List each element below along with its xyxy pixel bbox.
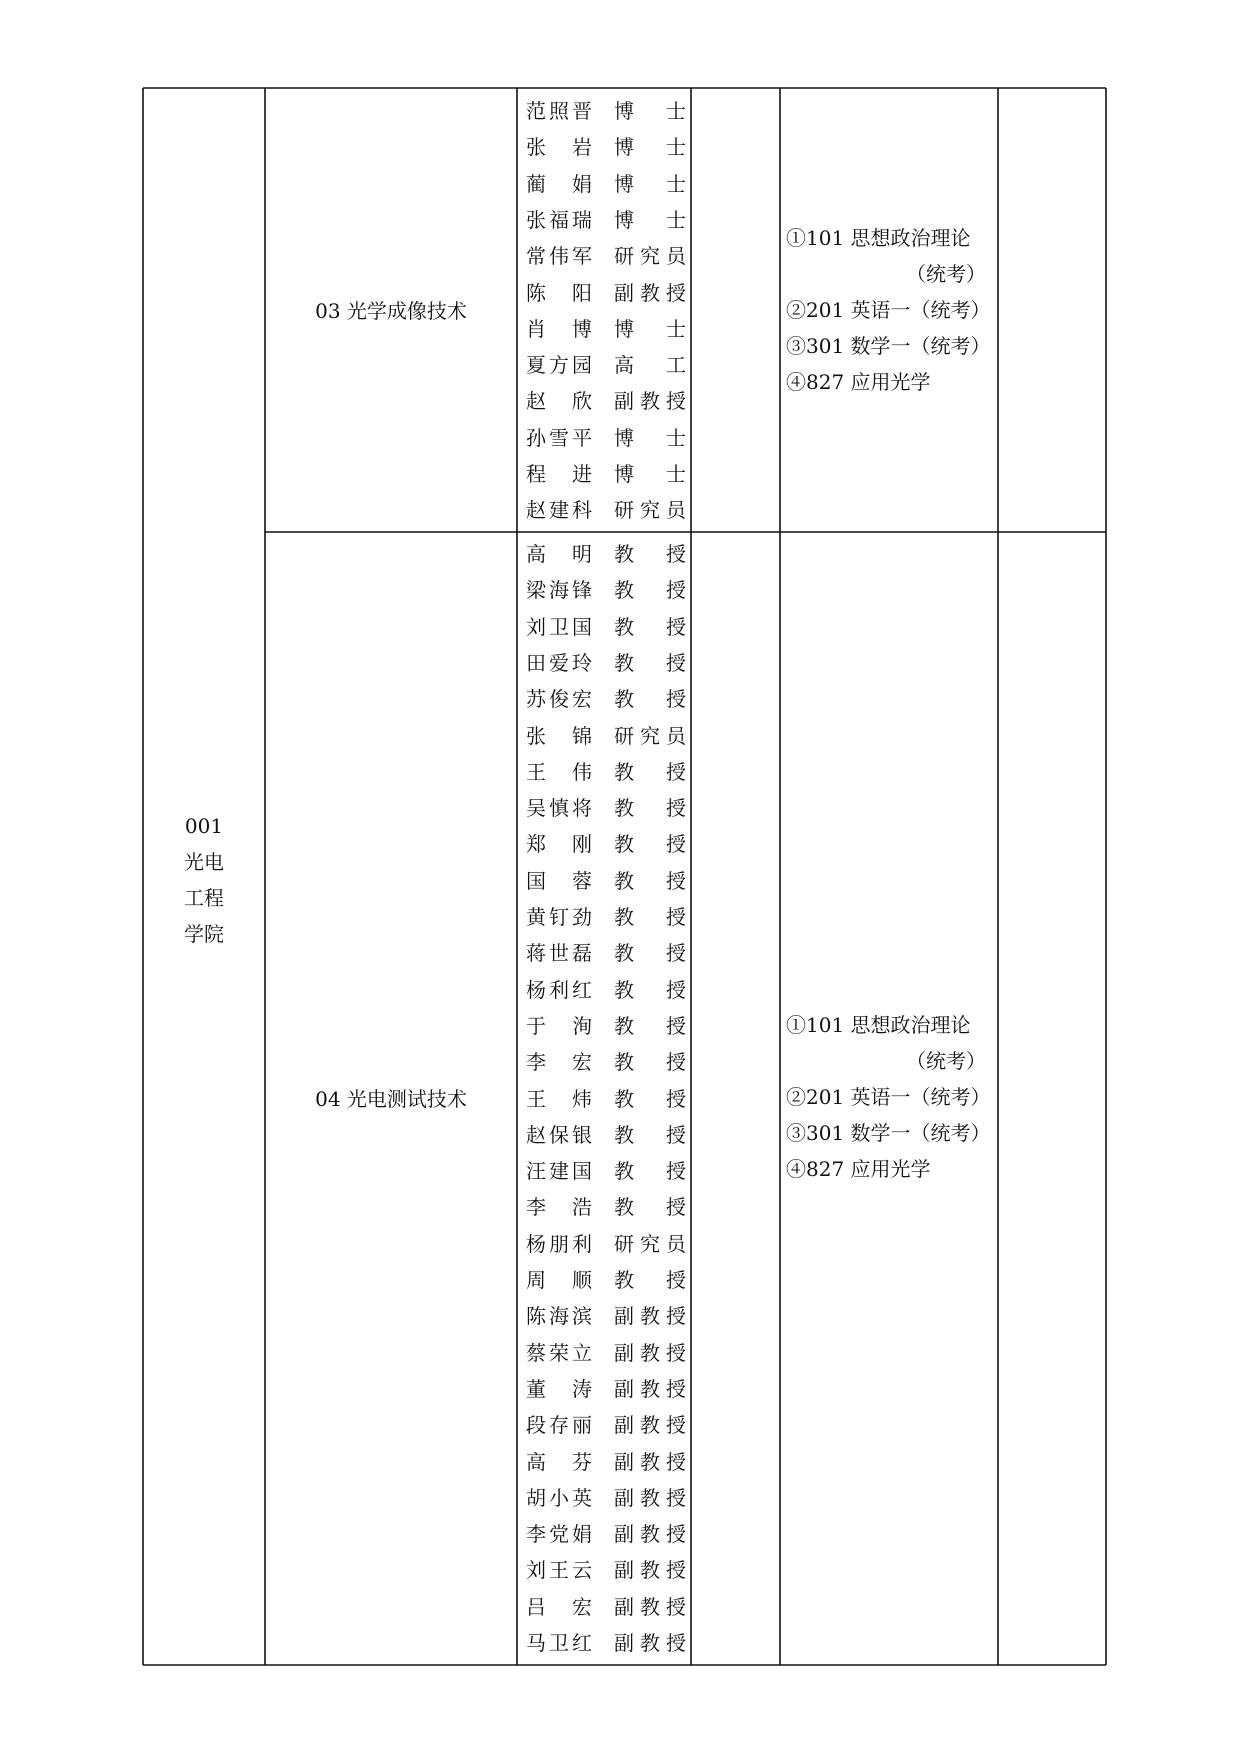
tutor-name: 黄钉劲 xyxy=(526,905,592,929)
tutor-name: 张福瑞 xyxy=(526,207,592,232)
tutor-title: 博士 xyxy=(614,207,686,232)
tutor-row xyxy=(526,129,686,165)
tutor-name: 李党娟 xyxy=(526,1522,592,1547)
tutor-row xyxy=(526,1371,686,1407)
tutor-row xyxy=(526,456,686,492)
tutor-title: 副教授 xyxy=(614,1631,686,1655)
tutor-name: 高芬 xyxy=(526,1449,592,1474)
tutor-title: 副教授 xyxy=(614,1485,686,1510)
tutor-name: 段存丽 xyxy=(526,1413,592,1438)
tutor-title: 副教授 xyxy=(614,1522,686,1547)
tutor-title: 高工 xyxy=(614,353,686,378)
tutor-name: 吕宏 xyxy=(526,1594,592,1619)
tutor-name: 蔡荣立 xyxy=(526,1340,592,1365)
college-code: 001 xyxy=(184,814,224,838)
major-name-photoelectric-testing: 04 光电测试技术 xyxy=(315,1087,467,1111)
exam-line: ③301 数学一（统考） xyxy=(786,1121,991,1145)
tutor-row xyxy=(526,645,686,681)
tutor-name: 程进 xyxy=(526,462,592,486)
tutor-title: 副教授 xyxy=(614,280,686,305)
tutor-row xyxy=(526,826,686,862)
tutor-row xyxy=(526,935,686,971)
tutor-title: 教授 xyxy=(614,1159,686,1184)
tutor-row xyxy=(526,166,686,202)
tutor-title: 教授 xyxy=(614,650,686,675)
tutor-title: 研究员 xyxy=(614,723,686,748)
tutor-name: 王伟 xyxy=(526,759,592,784)
tutor-row xyxy=(526,718,686,754)
tutor-name: 孙雪平 xyxy=(526,425,592,450)
tutor-title: 研究员 xyxy=(614,498,686,523)
tutor-title: 教授 xyxy=(614,1086,686,1111)
tutor-name: 王炜 xyxy=(526,1086,592,1111)
tutor-title: 博士 xyxy=(614,99,686,123)
college-cell xyxy=(143,808,265,952)
tutor-title: 副教授 xyxy=(614,1558,686,1583)
tutor-name: 于洵 xyxy=(526,1013,592,1038)
tutor-row xyxy=(526,1516,686,1552)
tutor-name: 李浩 xyxy=(526,1195,592,1220)
exam-line: （统考） xyxy=(906,262,986,286)
tutor-row xyxy=(526,1298,686,1334)
exam-line: （统考） xyxy=(906,1049,986,1073)
tutor-name: 蒋世磊 xyxy=(526,941,592,966)
tutor-name: 常伟军 xyxy=(526,244,592,269)
tutor-name: 高明 xyxy=(526,542,592,566)
tutor-row xyxy=(526,536,686,572)
tutor-name: 马卫红 xyxy=(526,1631,592,1655)
tutor-name: 周顺 xyxy=(526,1268,592,1292)
tutor-list xyxy=(526,93,686,529)
tutor-title: 教授 xyxy=(614,796,686,821)
tutor-row xyxy=(526,1153,686,1189)
tutor-row xyxy=(526,420,686,456)
tutor-row xyxy=(526,1044,686,1080)
exam-line: ④827 应用光学 xyxy=(786,1157,931,1181)
tutor-title: 教授 xyxy=(614,977,686,1002)
tutor-title: 副教授 xyxy=(614,1413,686,1438)
tutor-title: 博士 xyxy=(614,462,686,486)
tutor-title: 教授 xyxy=(614,542,686,566)
tutor-name: 张锦 xyxy=(526,723,592,748)
tutor-row xyxy=(526,1226,686,1262)
tutor-name: 肖博 xyxy=(526,316,592,341)
tutor-name: 胡小英 xyxy=(526,1485,592,1510)
tutor-name: 国蓉 xyxy=(526,868,592,893)
tutor-row xyxy=(526,681,686,717)
tutor-row xyxy=(526,1480,686,1516)
tutor-name: 刘王云 xyxy=(526,1558,592,1583)
tutor-title: 副教授 xyxy=(614,1449,686,1474)
tutor-name: 陈海滨 xyxy=(526,1304,592,1329)
exam-line: ①101 思想政治理论 xyxy=(786,1013,971,1037)
tutor-row xyxy=(526,1081,686,1117)
tutor-name: 赵欣 xyxy=(526,389,592,414)
tutor-title: 教授 xyxy=(614,832,686,857)
tutor-title: 教授 xyxy=(614,1050,686,1075)
tutor-title: 教授 xyxy=(614,1195,686,1220)
tutor-name: 赵建科 xyxy=(526,498,592,523)
college-name-line: 学院 xyxy=(184,922,224,946)
tutor-row xyxy=(526,93,686,129)
exam-line: ④827 应用光学 xyxy=(786,370,931,394)
tutor-row xyxy=(526,899,686,935)
tutor-row xyxy=(526,863,686,899)
tutor-row xyxy=(526,1117,686,1153)
tutor-name: 范照晋 xyxy=(526,99,592,123)
tutor-name: 郑刚 xyxy=(526,832,592,857)
tutor-row xyxy=(526,1444,686,1480)
tutor-row xyxy=(526,1625,686,1661)
tutor-name: 李宏 xyxy=(526,1050,592,1075)
tutor-title: 教授 xyxy=(614,868,686,893)
tutor-title: 教授 xyxy=(614,1122,686,1147)
exam-line: ②201 英语一（统考） xyxy=(786,1085,991,1109)
tutor-title: 教授 xyxy=(614,941,686,966)
major-name-optical-imaging: 03 光学成像技术 xyxy=(315,299,467,323)
tutor-title: 教授 xyxy=(614,759,686,784)
tutor-name: 梁海锋 xyxy=(526,578,592,603)
tutor-title: 副教授 xyxy=(614,1376,686,1401)
tutor-row xyxy=(526,1008,686,1044)
tutor-title: 教授 xyxy=(614,578,686,603)
tutor-title: 教授 xyxy=(614,687,686,712)
tutor-row xyxy=(526,1262,686,1298)
tutor-name: 汪建国 xyxy=(526,1159,592,1184)
tutor-row xyxy=(526,275,686,311)
tutor-row xyxy=(526,347,686,383)
tutor-title: 教授 xyxy=(614,614,686,639)
tutor-name: 杨利红 xyxy=(526,977,592,1002)
tutor-title: 副教授 xyxy=(614,1340,686,1365)
tutor-row xyxy=(526,609,686,645)
tutor-name: 吴慎将 xyxy=(526,796,592,821)
tutor-row xyxy=(526,572,686,608)
exam-subjects xyxy=(786,1007,991,1187)
tutor-title: 博士 xyxy=(614,425,686,450)
tutor-name: 蔺娟 xyxy=(526,171,592,196)
college-name-line: 光电 xyxy=(184,850,224,874)
tutor-title: 教授 xyxy=(614,1013,686,1038)
tutor-title: 博士 xyxy=(614,316,686,341)
tutor-name: 夏方园 xyxy=(526,353,592,378)
tutor-title: 教授 xyxy=(614,905,686,929)
tutor-row xyxy=(526,790,686,826)
tutor-row xyxy=(526,1552,686,1588)
tutor-title: 博士 xyxy=(614,171,686,196)
tutor-row xyxy=(526,754,686,790)
exam-line: ②201 英语一（统考） xyxy=(786,298,991,322)
tutor-title: 副教授 xyxy=(614,389,686,414)
tutor-row xyxy=(526,1335,686,1371)
tutor-row xyxy=(526,1189,686,1225)
tutor-name: 杨朋利 xyxy=(526,1231,592,1256)
tutor-row xyxy=(526,1407,686,1443)
tutor-row xyxy=(526,1589,686,1625)
tutor-row xyxy=(526,238,686,274)
tutor-name: 赵保银 xyxy=(526,1122,592,1147)
tutor-name: 苏俊宏 xyxy=(526,687,592,712)
tutor-name: 董涛 xyxy=(526,1376,592,1401)
tutor-row xyxy=(526,202,686,238)
tutor-name: 张岩 xyxy=(526,135,592,160)
exam-subjects xyxy=(786,220,991,400)
exam-line: ③301 数学一（统考） xyxy=(786,334,991,358)
tutor-row xyxy=(526,492,686,528)
tutor-row xyxy=(526,383,686,419)
tutor-title: 教授 xyxy=(614,1268,686,1292)
tutor-title: 研究员 xyxy=(614,244,686,269)
tutor-name: 田爱玲 xyxy=(526,650,592,675)
tutor-row xyxy=(526,972,686,1008)
tutor-name: 刘卫国 xyxy=(526,614,592,639)
exam-line: ①101 思想政治理论 xyxy=(786,226,971,250)
tutor-title: 研究员 xyxy=(614,1231,686,1256)
tutor-title: 副教授 xyxy=(614,1594,686,1619)
tutor-list xyxy=(526,536,686,1662)
tutor-row xyxy=(526,311,686,347)
tutor-name: 陈阳 xyxy=(526,280,592,305)
tutor-title: 博士 xyxy=(614,135,686,160)
college-name-line: 工程 xyxy=(184,886,224,910)
tutor-title: 副教授 xyxy=(614,1304,686,1329)
